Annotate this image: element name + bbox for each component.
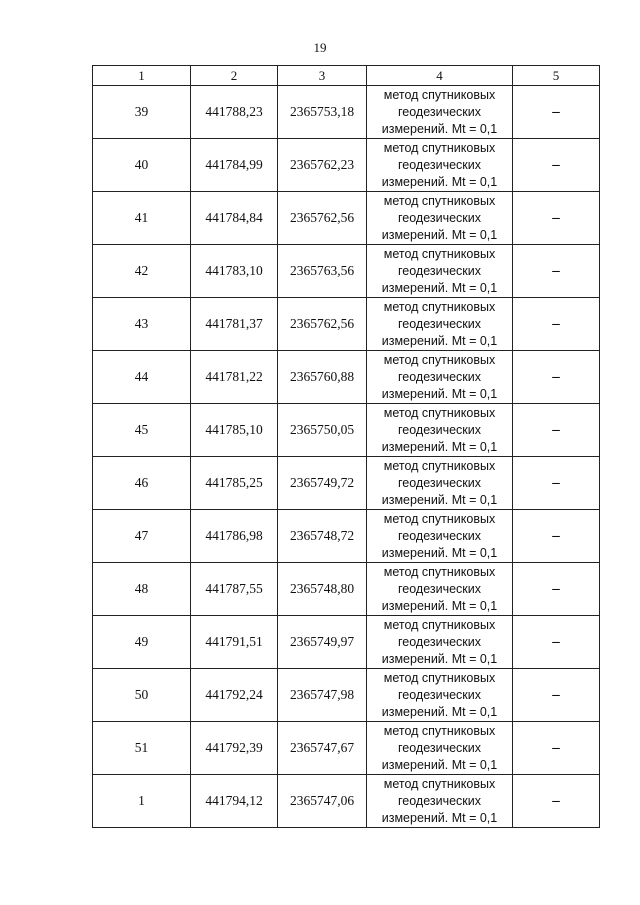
y-coordinate-cell: 2365748,80 bbox=[278, 563, 367, 616]
point-number-cell: 40 bbox=[93, 139, 191, 192]
point-number-cell: 50 bbox=[93, 669, 191, 722]
x-coordinate-cell: 441791,51 bbox=[191, 616, 278, 669]
y-coordinate-cell: 2365762,23 bbox=[278, 139, 367, 192]
table-header-row bbox=[93, 66, 600, 86]
note-cell: – bbox=[513, 457, 600, 510]
note-cell: – bbox=[513, 351, 600, 404]
note-cell: – bbox=[513, 669, 600, 722]
column-header-3: 3 bbox=[278, 66, 367, 86]
y-coordinate-cell: 2365748,72 bbox=[278, 510, 367, 563]
y-coordinate-cell: 2365762,56 bbox=[278, 192, 367, 245]
method-cell: метод спутниковых геодезических измерений. Mt = 0,1 bbox=[367, 722, 513, 775]
y-coordinate-cell: 2365749,72 bbox=[278, 457, 367, 510]
table-row bbox=[93, 245, 600, 298]
note-cell: – bbox=[513, 563, 600, 616]
table-row bbox=[93, 775, 600, 828]
table-row bbox=[93, 192, 600, 245]
table-row bbox=[93, 722, 600, 775]
method-cell: метод спутниковых геодезических измерений. Mt = 0,1 bbox=[367, 298, 513, 351]
note-cell: – bbox=[513, 139, 600, 192]
table-row bbox=[93, 510, 600, 563]
point-number-cell: 42 bbox=[93, 245, 191, 298]
method-cell: метод спутниковых геодезических измерений. Mt = 0,1 bbox=[367, 192, 513, 245]
note-cell: – bbox=[513, 298, 600, 351]
method-cell: метод спутниковых геодезических измерений. Mt = 0,1 bbox=[367, 775, 513, 828]
x-coordinate-cell: 441784,99 bbox=[191, 139, 278, 192]
table-row bbox=[93, 616, 600, 669]
y-coordinate-cell: 2365753,18 bbox=[278, 86, 367, 139]
column-header-1: 1 bbox=[93, 66, 191, 86]
point-number-cell: 44 bbox=[93, 351, 191, 404]
table-row bbox=[93, 86, 600, 139]
method-cell: метод спутниковых геодезических измерений. Mt = 0,1 bbox=[367, 139, 513, 192]
method-cell: метод спутниковых геодезических измерений. Mt = 0,1 bbox=[367, 404, 513, 457]
x-coordinate-cell: 441781,37 bbox=[191, 298, 278, 351]
y-coordinate-cell: 2365747,67 bbox=[278, 722, 367, 775]
table-row bbox=[93, 457, 600, 510]
point-number-cell: 46 bbox=[93, 457, 191, 510]
note-cell: – bbox=[513, 86, 600, 139]
y-coordinate-cell: 2365749,97 bbox=[278, 616, 367, 669]
point-number-cell: 41 bbox=[93, 192, 191, 245]
point-number-cell: 51 bbox=[93, 722, 191, 775]
x-coordinate-cell: 441784,84 bbox=[191, 192, 278, 245]
method-cell: метод спутниковых геодезических измерений. Mt = 0,1 bbox=[367, 510, 513, 563]
table-row bbox=[93, 669, 600, 722]
page-number: 19 bbox=[313, 40, 327, 55]
column-header-2: 2 bbox=[191, 66, 278, 86]
y-coordinate-cell: 2365750,05 bbox=[278, 404, 367, 457]
x-coordinate-cell: 441785,25 bbox=[191, 457, 278, 510]
point-number-cell: 47 bbox=[93, 510, 191, 563]
y-coordinate-cell: 2365760,88 bbox=[278, 351, 367, 404]
x-coordinate-cell: 441785,10 bbox=[191, 404, 278, 457]
note-cell: – bbox=[513, 404, 600, 457]
point-number-cell: 39 bbox=[93, 86, 191, 139]
x-coordinate-cell: 441788,23 bbox=[191, 86, 278, 139]
coordinates-table bbox=[92, 65, 600, 828]
x-coordinate-cell: 441781,22 bbox=[191, 351, 278, 404]
method-cell: метод спутниковых геодезических измерений. Mt = 0,1 bbox=[367, 616, 513, 669]
table-row bbox=[93, 139, 600, 192]
y-coordinate-cell: 2365747,06 bbox=[278, 775, 367, 828]
x-coordinate-cell: 441792,24 bbox=[191, 669, 278, 722]
note-cell: – bbox=[513, 192, 600, 245]
x-coordinate-cell: 441787,55 bbox=[191, 563, 278, 616]
point-number-cell: 43 bbox=[93, 298, 191, 351]
column-header-5: 5 bbox=[513, 66, 600, 86]
point-number-cell: 45 bbox=[93, 404, 191, 457]
x-coordinate-cell: 441786,98 bbox=[191, 510, 278, 563]
y-coordinate-cell: 2365762,56 bbox=[278, 298, 367, 351]
table-row bbox=[93, 298, 600, 351]
point-number-cell: 49 bbox=[93, 616, 191, 669]
method-cell: метод спутниковых геодезических измерений. Mt = 0,1 bbox=[367, 351, 513, 404]
table-row bbox=[93, 563, 600, 616]
table-row bbox=[93, 404, 600, 457]
method-cell: метод спутниковых геодезических измерений. Mt = 0,1 bbox=[367, 669, 513, 722]
note-cell: – bbox=[513, 722, 600, 775]
method-cell: метод спутниковых геодезических измерений. Mt = 0,1 bbox=[367, 245, 513, 298]
x-coordinate-cell: 441794,12 bbox=[191, 775, 278, 828]
note-cell: – bbox=[513, 616, 600, 669]
note-cell: – bbox=[513, 510, 600, 563]
note-cell: – bbox=[513, 245, 600, 298]
x-coordinate-cell: 441783,10 bbox=[191, 245, 278, 298]
x-coordinate-cell: 441792,39 bbox=[191, 722, 278, 775]
y-coordinate-cell: 2365747,98 bbox=[278, 669, 367, 722]
table-row bbox=[93, 351, 600, 404]
method-cell: метод спутниковых геодезических измерений. Mt = 0,1 bbox=[367, 86, 513, 139]
point-number-cell: 48 bbox=[93, 563, 191, 616]
point-number-cell: 1 bbox=[93, 775, 191, 828]
coordinates-table-body bbox=[93, 66, 600, 828]
note-cell: – bbox=[513, 775, 600, 828]
column-header-4: 4 bbox=[367, 66, 513, 86]
y-coordinate-cell: 2365763,56 bbox=[278, 245, 367, 298]
method-cell: метод спутниковых геодезических измерений. Mt = 0,1 bbox=[367, 457, 513, 510]
method-cell: метод спутниковых геодезических измерений. Mt = 0,1 bbox=[367, 563, 513, 616]
